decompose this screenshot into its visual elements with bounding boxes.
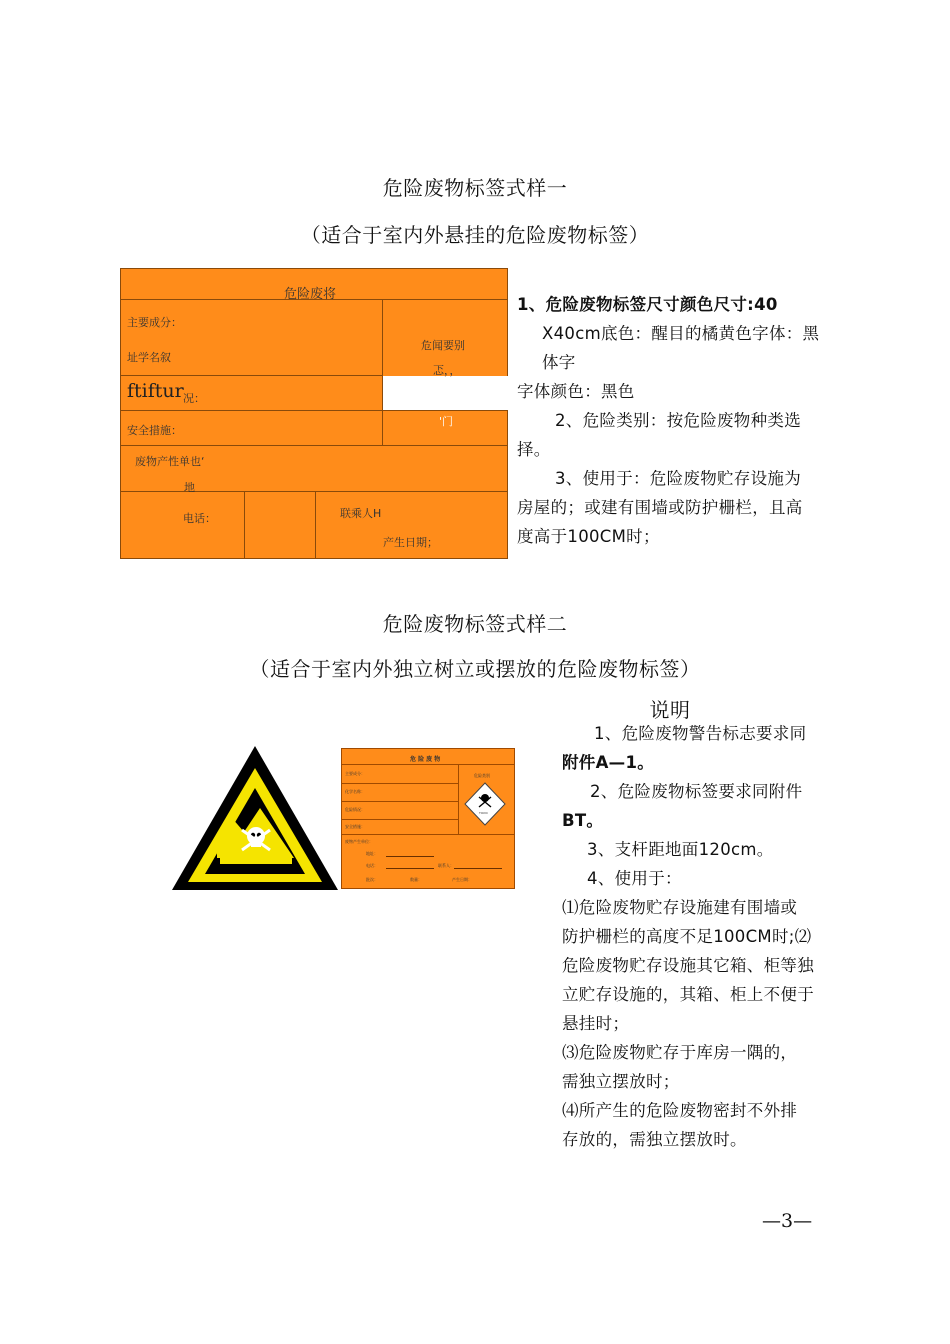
note1-line1: 1、危险废物标签尺寸颜色尺寸:40 [517,295,778,314]
page-number: —3— [762,1210,813,1232]
label-safety: 安全措施： [127,424,182,437]
note1-line4: 字体颜色：黑色 [517,382,635,401]
label-contact: 联乘人H [340,507,382,520]
mini-row7a: 电话： [366,863,378,868]
note1-line2: X40cm底色：醒目的橘黄色字体：黑 [542,324,820,343]
section1-notes [517,290,837,551]
toxic-diamond-icon [464,782,506,826]
label-date: 产生日期； [383,536,438,549]
section2-subtitle: （适合于室内外独立树立或摆放的危险废物标签） [249,657,701,681]
s2-line13: 需独立摆放时； [562,1072,680,1091]
label-main-component: 主要成分： [127,316,182,329]
mini-row8b: 数量： [410,877,422,882]
label-producer: 废物产性单也‘ [135,455,205,468]
section1-subtitle: （适合于室内外悬挂的危险废物标签） [300,223,650,247]
mini-row2: 化学名称： [345,789,365,794]
note2-line2: 择。 [517,440,551,459]
s2-line4: BT。 [562,811,604,830]
mini-hazard-word: TOXIC [479,811,489,815]
s2-line14: ⑷所产生的危险废物密封不外排 [562,1101,798,1120]
s2-line7: ⑴危险废物贮存设施建有围墙或 [562,898,798,917]
mini-row8a: 批次： [366,877,378,882]
label-state-small: 况： [183,392,205,405]
s2-line8: 防护栅栏的高度不足100CM时;⑵ [562,927,812,946]
section2-notes [562,719,847,1154]
label-hazard-type: 危闻要别 [421,339,465,352]
section2-title: 危险废物标签式样二 [382,612,568,636]
s2-line11: 悬挂时； [562,1014,630,1033]
label-chem-name: 址学名叙 [127,351,171,364]
label-mark: '门 [439,415,454,428]
note3-line1: 3、使用于：危险废物贮存设施为 [555,469,801,488]
label-hazard-sub: 忑，， [433,364,461,377]
s2-line10: 立贮存设施的，其箱、柜上不便于 [562,985,814,1004]
label-phone: 电话： [183,512,216,525]
note2-line1: 2、危险类别：按危险废物种类选 [555,411,801,430]
mini-row3: 危险情况： [345,807,365,812]
note1-line3: 体字 [542,353,576,372]
s2-line1: 1、危险废物警告标志要求同 [594,724,807,743]
s2-line6: 4、使用于： [587,869,682,888]
hazard-label-sample-one [120,268,508,559]
s2-line3: 2、危险废物标签要求同附件 [590,782,803,801]
mini-row4: 安全措施： [345,824,365,829]
mini-row7b: 联系人： [438,863,454,868]
toxic-warning-sign-icon [172,746,338,890]
section1-title: 危险废物标签式样一 [382,176,568,200]
label-state-big: ftiftur [127,380,184,402]
label-address: 地 [184,481,195,494]
mini-row5: 废物产生单位： [345,839,373,844]
s2-line9: 危险废物贮存设施其它箱、柜等独 [562,956,814,975]
mini-row8c: 产生日期： [452,877,472,882]
explanation-heading: 说明 [649,698,691,722]
label-heading: 危险废将 [284,287,337,302]
mini-row1: 主要成分： [345,771,365,776]
s2-line5: 3、支杆距地面120cm。 [587,840,774,859]
mini-row6: 地址： [366,851,378,856]
hazard-label-sample-two [341,748,515,889]
mini-heading: 危 险 废 物 [410,756,441,763]
s2-line2: 附件A—1。 [562,753,655,772]
s2-line12: ⑶危险废物贮存于库房一隅的， [562,1043,798,1062]
mini-hazard-head: 危险类别 [474,773,490,778]
note3-line2: 房屋的；或建有围墙或防护栅栏，且高 [517,498,803,517]
note3-line3: 度高于100CM时； [517,527,660,546]
s2-line15: 存放的，需独立摆放时。 [562,1130,747,1149]
